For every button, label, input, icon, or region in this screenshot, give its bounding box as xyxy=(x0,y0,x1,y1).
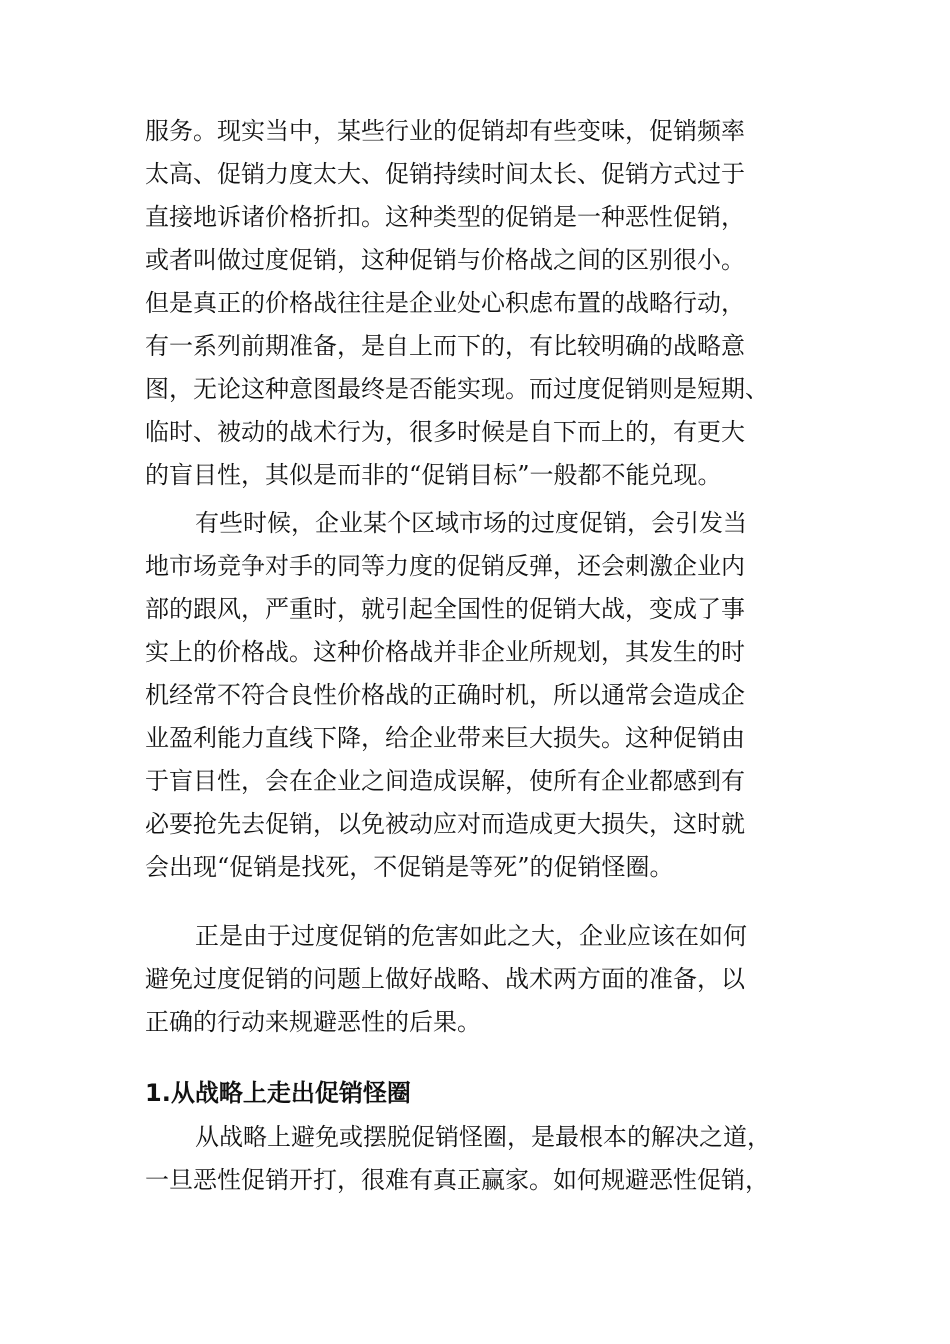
text-line-indented: 有些时候，企业某个区域市场的过度促销，会引发当 xyxy=(195,509,747,537)
text-line: 的盲目性，其似是而非的“促销目标”一般都不能兑现。 xyxy=(145,461,722,489)
paragraph-preparation xyxy=(145,915,805,1044)
text-line: 实上的价格战。这种价格战并非企业所规划，其发生的时 xyxy=(145,638,745,666)
text-line: 图，无论这种意图最终是否能实现。而过度促销则是短期、 xyxy=(145,375,769,403)
text-line: 部的跟风，严重时，就引起全国性的促销大战，变成了事 xyxy=(145,595,745,623)
text-line: 业盈利能力直线下降，给企业带来巨大损失。这种促销由 xyxy=(145,724,745,752)
text-line: 一旦恶性促销开打，很难有真正赢家。如何规避恶性促销， xyxy=(145,1166,769,1194)
text-line: 正确的行动来规避恶性的后果。 xyxy=(145,1008,481,1036)
text-line: 必要抢先去促销，以免被动应对而造成更大损失，这时就 xyxy=(145,810,745,838)
text-line: 但是真正的价格战往往是企业处心积虑布置的战略行动， xyxy=(145,289,745,317)
text-line: 地市场竞争对手的同等力度的促销反弹，还会刺激企业内 xyxy=(145,552,745,580)
text-line: 服务。现实当中，某些行业的促销却有些变味，促销频率 xyxy=(145,117,745,145)
text-line: 临时、被动的战术行为，很多时候是自下而上的，有更大 xyxy=(145,418,745,446)
section-heading: 1.从战略上走出促销怪圈 xyxy=(145,1079,411,1107)
text-line: 于盲目性，会在企业之间造成误解，使所有企业都感到有 xyxy=(145,767,745,795)
paragraph-strategy xyxy=(145,1116,805,1202)
paragraph-excessive-promotion xyxy=(145,110,805,497)
text-line: 或者叫做过度促销，这种促销与价格战之间的区别很小。 xyxy=(145,246,745,274)
text-line: 有一系列前期准备，是自上而下的，有比较明确的战略意 xyxy=(145,332,745,360)
text-line: 太高、促销力度太大、促销持续时间太长、促销方式过于 xyxy=(145,160,745,188)
paragraph-price-war xyxy=(145,502,805,889)
text-line: 会出现“促销是找死，不促销是等死”的促销怪圈。 xyxy=(145,853,674,881)
text-line: 机经常不符合良性价格战的正确时机，所以通常会造成企 xyxy=(145,681,745,709)
text-line-indented: 从战略上避免或摆脱促销怪圈，是最根本的解决之道， xyxy=(195,1123,771,1151)
text-line-indented: 正是由于过度促销的危害如此之大，企业应该在如何 xyxy=(195,922,747,950)
text-line: 直接地诉诸价格折扣。这种类型的促销是一种恶性促销， xyxy=(145,203,745,231)
text-line: 避免过度促销的问题上做好战略、战术两方面的准备，以 xyxy=(145,965,745,993)
